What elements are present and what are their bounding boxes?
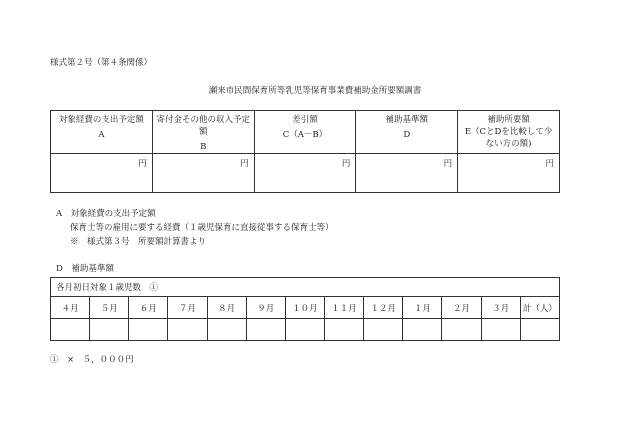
month-header-6: ９月 bbox=[246, 297, 285, 319]
budget-header-row bbox=[51, 111, 560, 154]
amount-cell-d[interactable]: 円 bbox=[356, 154, 458, 193]
month-value-7[interactable] bbox=[285, 319, 324, 341]
header-cell-b: 寄付金その他の収入予定額 B bbox=[152, 111, 254, 154]
note-a-title: A 対象経費の支出予定額 bbox=[56, 209, 156, 219]
month-value-row bbox=[51, 319, 560, 341]
header-cell-c: 差引額 C（A－B） bbox=[254, 111, 356, 154]
subsidy-formula: ① × ５，０００円 bbox=[50, 355, 134, 365]
month-value-11[interactable] bbox=[442, 319, 481, 341]
month-header-11: ２月 bbox=[442, 297, 481, 319]
month-header-12: ３月 bbox=[481, 297, 520, 319]
month-value-10[interactable] bbox=[403, 319, 442, 341]
note-d-title: D 補助基準額 bbox=[56, 264, 114, 274]
month-header-4: ７月 bbox=[168, 297, 207, 319]
month-value-3[interactable] bbox=[129, 319, 168, 341]
month-header-9: １２月 bbox=[364, 297, 403, 319]
monthly-count-table bbox=[50, 277, 560, 341]
month-value-6[interactable] bbox=[246, 319, 285, 341]
month-header-row bbox=[51, 297, 560, 319]
month-value-13[interactable] bbox=[520, 319, 559, 341]
month-value-1[interactable] bbox=[51, 319, 90, 341]
month-header-10: １月 bbox=[403, 297, 442, 319]
budget-table bbox=[50, 110, 560, 193]
document-title: 瀬来市民間保育所等乳児等保育事業費補助金所要額調書 bbox=[208, 86, 422, 96]
monthly-table-caption: 各月初日対象１歳児数 ① bbox=[51, 278, 560, 297]
amount-cell-b[interactable]: 円 bbox=[152, 154, 254, 193]
header-cell-d: 補助基準額 D bbox=[356, 111, 458, 154]
month-value-8[interactable] bbox=[324, 319, 363, 341]
amount-cell-c[interactable]: 円 bbox=[254, 154, 356, 193]
month-header-3: ６月 bbox=[129, 297, 168, 319]
amount-cell-a[interactable]: 円 bbox=[51, 154, 153, 193]
header-cell-e: 補助所要額 E（CとDを比較して少 ない方の額) bbox=[458, 111, 560, 154]
month-value-9[interactable] bbox=[364, 319, 403, 341]
month-header-2: ５月 bbox=[90, 297, 129, 319]
month-header-5: ８月 bbox=[207, 297, 246, 319]
amount-cell-e[interactable]: 円 bbox=[458, 154, 560, 193]
note-a-reference: ※ 様式第３号 所要額計算書より bbox=[70, 237, 207, 247]
month-header-7: １０月 bbox=[285, 297, 324, 319]
note-a-detail: 保育士等の雇用に要する経費（１歳児保育に直接従事する保育士等） bbox=[70, 223, 334, 233]
month-value-5[interactable] bbox=[207, 319, 246, 341]
month-value-2[interactable] bbox=[90, 319, 129, 341]
month-header-8: １１月 bbox=[324, 297, 363, 319]
form-number: 様式第２号（第４条関係） bbox=[50, 58, 153, 68]
budget-value-row bbox=[51, 154, 560, 193]
month-header-13: 計（人） bbox=[520, 297, 559, 319]
month-value-12[interactable] bbox=[481, 319, 520, 341]
month-header-1: ４月 bbox=[51, 297, 90, 319]
header-cell-a: 対象経費の支出予定額 A bbox=[51, 111, 153, 154]
month-value-4[interactable] bbox=[168, 319, 207, 341]
